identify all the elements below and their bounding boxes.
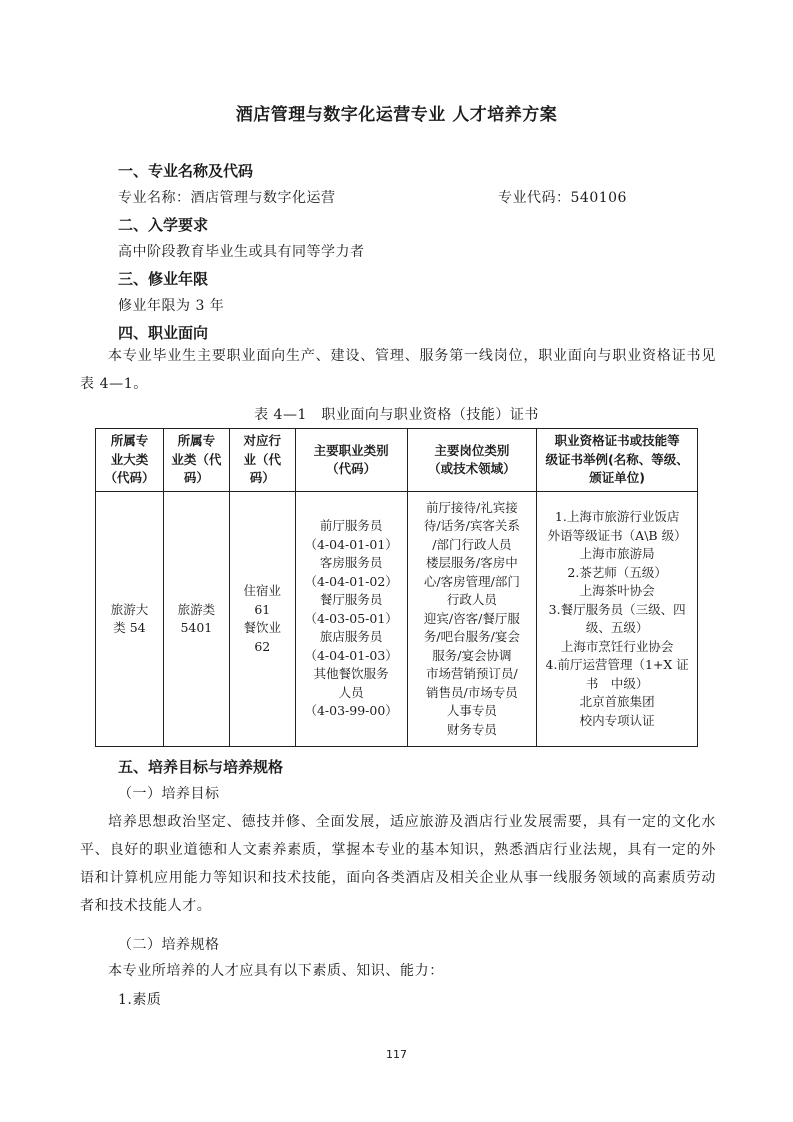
table-cell: 前厅接待/礼宾接 待/话务/宾客关系 /部门行政人员 楼层服务/客房中 心/客房管理/部门 行政人员 迎宾/咨客/餐厅服 务/吧台服务/宴会 服务/宴会协调 市场营销预订员/ 销售员/市场专员 人事专员 财务专员	[407, 492, 537, 747]
section-5-heading: 五、培养目标与培养规格	[118, 758, 284, 776]
study-duration: 修业年限为 3 年	[118, 298, 225, 314]
table-header-cell: 对应行 业（代 码）	[229, 429, 295, 492]
table-header-cell: 主要岗位类别 （或技术领域）	[407, 429, 537, 492]
training-goal-paragraph: 培养思想政治坚定、德技并修、全面发展，适应旅游及酒店行业发展需要，具有一定的文化水平、良好的职业道德和人文素养素质，掌握本专业的基本知识，熟悉酒店行业法规，具有一定的外语和计算机应用能力等知识和技术技能，面向各类酒店及相关企业从事一线服务领域的高素质劳动者和技术技能人才。	[80, 814, 716, 914]
table-header-cell: 职业资格证书或技能等 级证书举例(名称、等级、 颁证单位)	[537, 429, 698, 492]
item-quality: 1.素质	[118, 992, 162, 1008]
table-header-row	[96, 429, 698, 492]
table-caption: 表 4—1 职业面向与职业资格（技能）证书	[254, 407, 539, 423]
table-header-cell: 主要职业类别 （代码）	[295, 429, 407, 492]
table-row	[96, 492, 698, 747]
table-cell: 旅游大 类 54	[96, 492, 164, 747]
table-cell: 旅游类 5401	[163, 492, 229, 747]
major-name: 专业名称：酒店管理与数字化运营	[118, 190, 336, 206]
section-2-heading: 二、入学要求	[118, 216, 209, 234]
page-number: 117	[386, 1048, 407, 1061]
section-3-heading: 三、修业年限	[118, 270, 209, 288]
career-orientation-paragraph: 本专业毕业生主要职业面向生产、建设、管理、服务第一线岗位，职业面向与职业资格证书见表 4—1。	[80, 348, 716, 392]
table-header-cell: 所属专 业大类 （代码）	[96, 429, 164, 492]
admission-requirement: 高中阶段教育毕业生或具有同等学力者	[118, 244, 365, 260]
section-1-heading: 一、专业名称及代码	[118, 162, 254, 180]
section-4-heading: 四、职业面向	[118, 324, 209, 342]
major-code: 专业代码：540106	[498, 190, 627, 206]
table-cell: 住宿业 61 餐饮业 62	[229, 492, 295, 747]
subsection-goal-heading: （一）培养目标	[118, 786, 220, 802]
page-title: 酒店管理与数字化运营专业 人才培养方案	[235, 105, 558, 125]
table-header-cell: 所属专 业类（代 码）	[163, 429, 229, 492]
table-cell: 1.上海市旅游行业饭店 外语等级证书（A\B 级） 上海市旅游局 2.茶艺师（五级） 上海茶叶协会 3.餐厅服务员（三级、四 级、五级） 上海市烹饪行业协会 4.前厅运营管理（1+X 证 书 中级） 北京首旅集团 校内专项认证	[537, 492, 698, 747]
subsection-spec-heading: （二）培养规格	[118, 937, 220, 953]
table-cell: 前厅服务员 （4-04-01-01） 客房服务员 （4-04-01-02） 餐厅服务员 （4-03-05-01） 旅店服务员 （4-04-01-03） 其他餐饮服务 人员 （4-03-99-00）	[295, 492, 407, 747]
training-spec-paragraph: 本专业所培养的人才应具有以下素质、知识、能力：	[108, 963, 444, 979]
career-certificate-table	[95, 428, 698, 747]
